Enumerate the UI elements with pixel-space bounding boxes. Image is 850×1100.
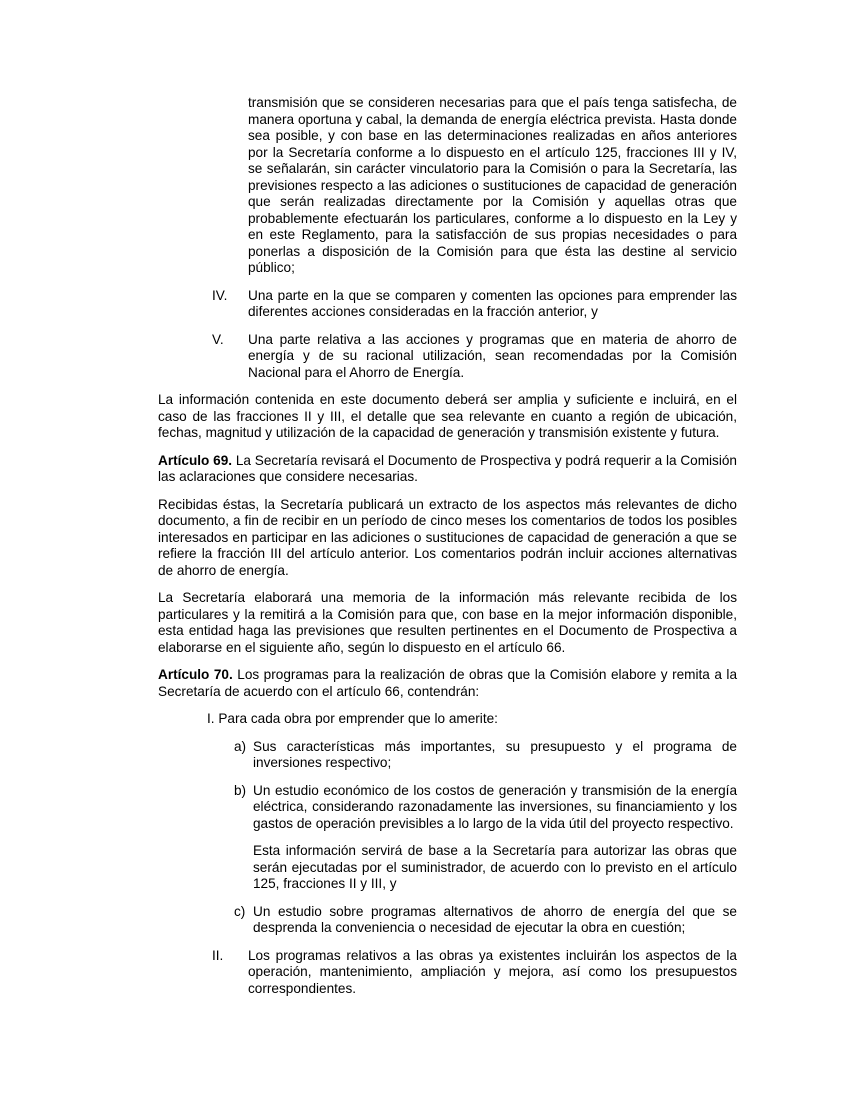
list-item-letter-b (158, 783, 737, 833)
fraction-ii-text: Los programas relativos a las obras ya existentes incluirán los aspectos de la operación, mantenimiento, ampliación y mejora, así como los presupuestos correspondientes. (248, 947, 737, 996)
list-item-fraction-v (158, 332, 737, 382)
paragraph-secretaria-memoria: La Secretaría elaborará una memoria de la información más relevante recibida de los particulares y la remitirá a la Comisión para que, con base en la mejor información disponible, esta entidad haga las previsiones que resulten pertinentes en el Documento de Prospectiva a elaborarse en el siguiente año, según lo dispuesto en el artículo 66. (158, 590, 737, 655)
fraction-iv-text: Una parte en la que se comparen y comenten las opciones para emprender las diferentes acciones consideradas en la fracción anterior, y (248, 287, 737, 319)
list-item-fraction-iv (158, 288, 737, 321)
paragraph-articulo-69 (158, 453, 737, 486)
letter-b-marker: b) (234, 782, 247, 798)
articulo-69-text: La Secretaría revisará el Documento de Prospectiva y podrá requerir a la Comisión las aclaraciones que considere necesarias. (158, 452, 737, 484)
paragraph-recibidas-estas: Recibidas éstas, la Secretaría publicará un extracto de los aspectos más relevantes de dicho documento, a fin de recibir en un período de cinco meses los comentarios de todos los posibles interesados en participar en las adiciones o sustituciones de capacidad de generación a que se refiere la fracción III del artículo anterior. Los comentarios podrán incluir acciones alternativas de ahorro de energía. (158, 496, 737, 578)
paragraph-articulo-70 (158, 667, 737, 700)
paragraph-informacion-contenida: La información contenida en este documento deberá ser amplia y suficiente e incluirá, en el caso de las fracciones II y III, el detalle que sea relevante en cuanto a región de ubicación, fechas, magnitud y utilización de la capacidad de generación y transmisión existente y futura. (158, 392, 737, 440)
fraction-i-marker: I. (207, 711, 215, 726)
list-item-fraction-i (158, 711, 737, 728)
fraction-v-text: Una parte relativa a las acciones y programas que en materia de ahorro de energía y de su racional utilización, sean recomendadas por la Comisión Nacional para el Ahorro de Energía. (248, 331, 737, 380)
letter-b-text: Un estudio económico de los costos de generación y transmisión de la energía eléctrica, considerando razonadamente las inversiones, su financiamiento y los gastos de operación previsibles a lo largo de la vida útil del proyecto respectivo. (253, 782, 737, 831)
fraction-i-text: Para cada obra por emprender que lo amerite: (218, 711, 498, 726)
letter-a-text: Sus características más importantes, su presupuesto y el programa de inversiones respectivo; (253, 738, 737, 770)
fraction-v-marker: V. (212, 331, 224, 347)
fraction-ii-marker: II. (212, 947, 224, 963)
articulo-69-label: Artículo 69. (158, 452, 233, 468)
letter-a-marker: a) (234, 738, 247, 754)
list-item-fraction-ii (158, 948, 737, 998)
fraction-iv-marker: IV. (212, 287, 228, 303)
paragraph-fraction-iii-continuation: transmisión que se consideren necesarias para que el país tenga satisfecha, de manera oportuna y cabal, la demanda de energía eléctrica prevista. Hasta donde sea posible, y con base en las determinaciones realizadas en años anteriores por la Secretaría conforme a lo dispuesto en el artículo 125, fracciones III y IV, se señalarán, sin carácter vinculatorio para la Comisión o para la Secretaría, las previsiones respecto a las adiciones o sustituciones de capacidad de generación que serán realizadas directamente por la Comisión y aquellas otras que probablemente efectuarán los particulares, conforme a lo dispuesto en la Ley y en este Reglamento, para la satisfacción de sus propias necesidades o para ponerlas a disposición de la Comisión para que ésta las destine al servicio público; (248, 95, 737, 275)
articulo-70-label: Artículo 70. (158, 667, 233, 682)
articulo-70-text: Los programas para la realización de obras que la Comisión elabore y remita a la Secretaría de acuerdo con el artículo 66, contendrán: (158, 667, 738, 699)
list-item-letter-c (158, 904, 737, 937)
letter-c-text: Un estudio sobre programas alternativos de ahorro de energía del que se desprenda la conveniencia o necesidad de ejecutar la obra en cuestión; (253, 903, 737, 935)
letter-c-marker: c) (234, 903, 246, 919)
paragraph-letter-b-continuation: Esta información servirá de base a la Secretaría para autorizar las obras que serán ejecutadas por el suministrador, de acuerdo con lo previsto en el artículo 125, fracciones II y III, y (253, 843, 737, 891)
list-item-letter-a (158, 739, 737, 772)
